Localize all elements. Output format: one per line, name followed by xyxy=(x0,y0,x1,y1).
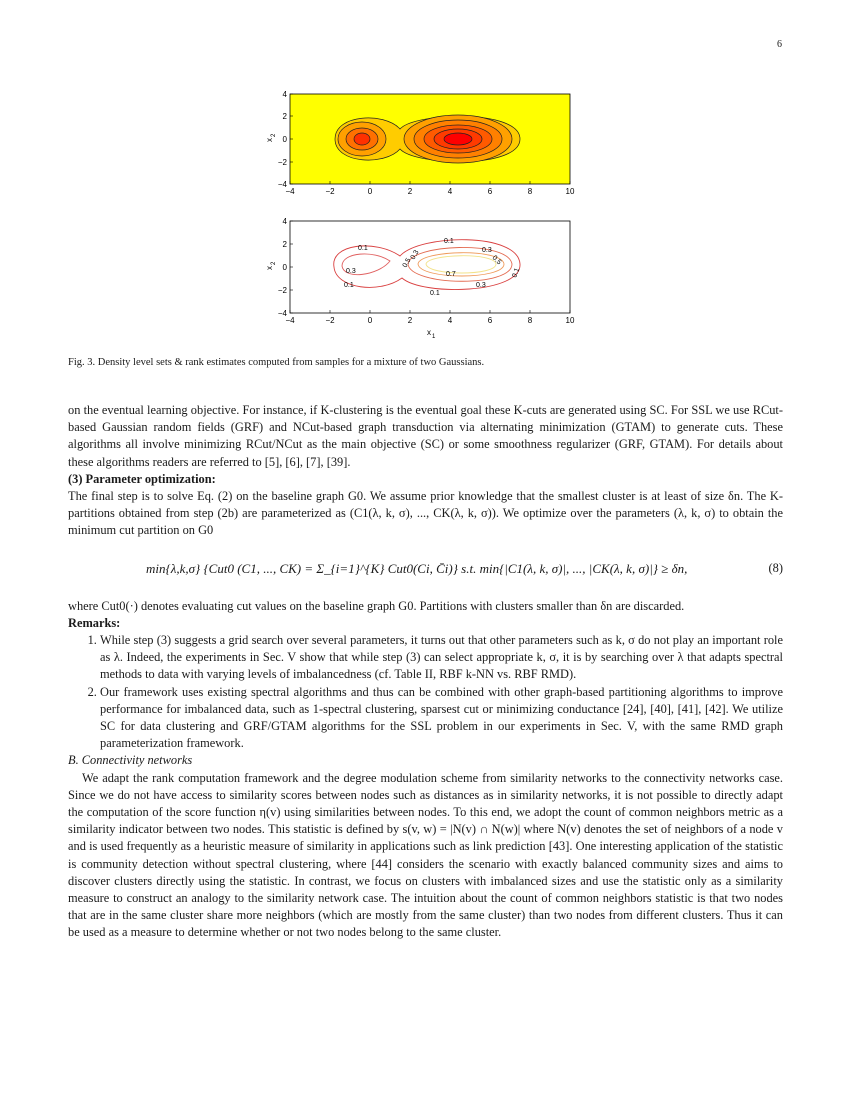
bottom-xtick: −4 xyxy=(285,316,295,325)
equation-body: min{λ,k,σ} {Cut0 (C1, ..., CK) = Σ_{i=1}^{K} Cut0(Ci, C̄i)} s.t. min{|C1(λ, k, σ)|, ..., |CK(λ, k, σ)|} ≥ δn, xyxy=(146,561,688,577)
top-xtick: 0 xyxy=(367,187,373,196)
top-xtick: 6 xyxy=(487,187,493,196)
bottom-xlabel-sub: 1 xyxy=(432,334,436,340)
figure-3 xyxy=(250,84,590,344)
contour-label: 0.3 xyxy=(476,282,486,289)
page-number: 6 xyxy=(777,39,782,50)
top-ylabel: x xyxy=(265,138,274,142)
contour-label: 0.5 xyxy=(490,254,503,267)
remarks-list xyxy=(68,632,783,752)
bottom-ytick: 2 xyxy=(282,240,287,249)
paragraph-learning-objective: on the eventual learning objective. For instance, if K-clustering is the eventual goal these K-cuts are generated using SC. For SSL we use RCut-based Gaussian random fields (GRF) and NCut-based graph transduction via alternating minimization (GTAM) to generate cuts. These algorithms all involve minimizing RCut/NCut as the main objective (SC) or some smoothness regularizer (GRF, GTAM). For details about these algorithms readers are referred to [5], [6], [7], [39]. xyxy=(68,403,783,469)
equation-8 xyxy=(68,546,783,592)
top-plot xyxy=(265,90,575,196)
contour-label: 0.3 xyxy=(482,247,492,254)
contour-label: 0.3 xyxy=(409,249,421,261)
figure-caption: Fig. 3. Density level sets & rank estimates computed from samples for a mixture of two Gaussians. xyxy=(68,357,485,368)
bottom-xtick: 4 xyxy=(447,316,453,325)
subsection-connectivity-networks: B. Connectivity networks xyxy=(68,753,193,768)
top-ytick: 4 xyxy=(282,90,287,99)
top-ytick: 0 xyxy=(282,135,287,144)
contour-label: 0.1 xyxy=(511,267,522,279)
top-ytick: 2 xyxy=(282,112,287,121)
bottom-xtick: 0 xyxy=(367,316,373,325)
bottom-xtick: −2 xyxy=(325,316,335,325)
paragraph-connectivity: We adapt the rank computation framework and the degree modulation scheme from similarity networks to the connectivity networks case. Since we do not have access to similarity scores between nodes such as distances as in similarity networks, it is not possible to directly adapt the computation of the score function η(v) using similarities between nodes. To this end, we adopt the count of common neighbors metric as a similarity indicator between two nodes. This statistic is defined by s(v, w) = |N(v) ∩ N(w)| where N(v) denotes the set of neighbors of a node v and is used frequently as a heuristic measure of similarity in applications such as link prediction [43]. One interesting application of the statistic is community detection without spectral clustering, where [44] considers the scenario with exactly balanced community sizes and aims to discover clusters directly using the statistic. In contrast, we focus on clusters with imbalanced sizes and use the statistic only as a similarity measure to construct an analogy to the similarity network case. The intuition about the count of common neighbors statistic is that two nodes that are in the same cluster share more neighbors (which are mostly from the same cluster) than two nodes from different clusters. Thus it can be used as a measure to determine whether or not two nodes belong to the same cluster. xyxy=(68,770,783,940)
bottom-xtick: 6 xyxy=(487,316,493,325)
contour-label: 0.1 xyxy=(344,282,354,289)
remark-item: 2. Our framework uses existing spectral algorithms and thus can be combined with other graph-based partitioning algorithms to improve performance for imbalanced data, such as 1-spectral clustering, sparsest cut or minimizing conductance [24], [40], [41], [42]. We utilize SC for data clustering and GRF/GTAM algorithms for the SSL problem in our experiments in Sec. V, with the same RMD graph parameterization framework. xyxy=(100,684,783,753)
contour-label: 0.7 xyxy=(446,271,456,278)
contour-label: 0.1 xyxy=(444,238,454,245)
heading-remarks: Remarks: xyxy=(68,615,121,630)
bottom-xtick: 2 xyxy=(407,316,413,325)
figure-svg xyxy=(250,84,590,344)
top-ylabel-sub: 2 xyxy=(271,133,277,137)
body-text xyxy=(68,402,783,942)
bottom-xlabel: x xyxy=(427,328,431,337)
bottom-ytick: −4 xyxy=(277,309,287,318)
top-ytick: −2 xyxy=(277,158,287,167)
bottom-ytick: 0 xyxy=(282,263,287,272)
bottom-ylabel: x xyxy=(265,266,274,270)
top-xtick: −4 xyxy=(285,187,295,196)
top-xtick: 8 xyxy=(527,187,533,196)
top-xtick: 10 xyxy=(565,187,575,196)
bottom-xtick: 8 xyxy=(527,316,533,325)
bottom-ylabel-sub: 2 xyxy=(271,261,277,265)
top-xtick: 2 xyxy=(407,187,413,196)
bottom-ytick: 4 xyxy=(282,217,287,226)
heading-parameter-optimization: (3) Parameter optimization: xyxy=(68,471,216,486)
contour-label: 0.1 xyxy=(358,245,368,252)
top-contour-left-3 xyxy=(354,133,370,145)
top-xtick: −2 xyxy=(325,187,335,196)
equation-number: (8) xyxy=(768,561,783,576)
paragraph-final-step: The final step is to solve Eq. (2) on the baseline graph G0. We assume prior knowledge that the smallest cluster is at least of size δn. The K-partitions obtained from step (2b) are parameterized as (C1(λ, k, σ), ..., CK(λ, k, σ)). We optimize over the parameters (λ, k, σ) to obtain the minimum cut partition on G0 xyxy=(68,489,783,538)
paragraph-cut-definition: where Cut0(·) denotes evaluating cut values on the baseline graph G0. Partitions with clusters smaller than δn are discarded. xyxy=(68,598,685,613)
bottom-plot xyxy=(265,217,575,340)
bottom-ytick: −2 xyxy=(277,286,287,295)
top-contour-right-5 xyxy=(444,133,472,145)
contour-label: 0.5 xyxy=(401,257,413,269)
contour-label: 0.3 xyxy=(346,268,356,275)
remark-item: 1. While step (3) suggests a grid search over several parameters, it turns out that other parameters such as k, σ do not play an important role as λ. Indeed, the experiments in Sec. V show that while step (3) can select appropriate k, σ, it is by searching over λ that adapts spectral methods to data with varying levels of imbalancedness (cf. Table II, RBF k-NN vs. RBF RMD). xyxy=(100,632,783,684)
contour-label: 0.1 xyxy=(430,290,440,297)
bottom-xtick: 10 xyxy=(565,316,575,325)
top-xtick: 4 xyxy=(447,187,453,196)
top-ytick: −4 xyxy=(277,180,287,189)
bottom-plot-area xyxy=(290,221,570,313)
